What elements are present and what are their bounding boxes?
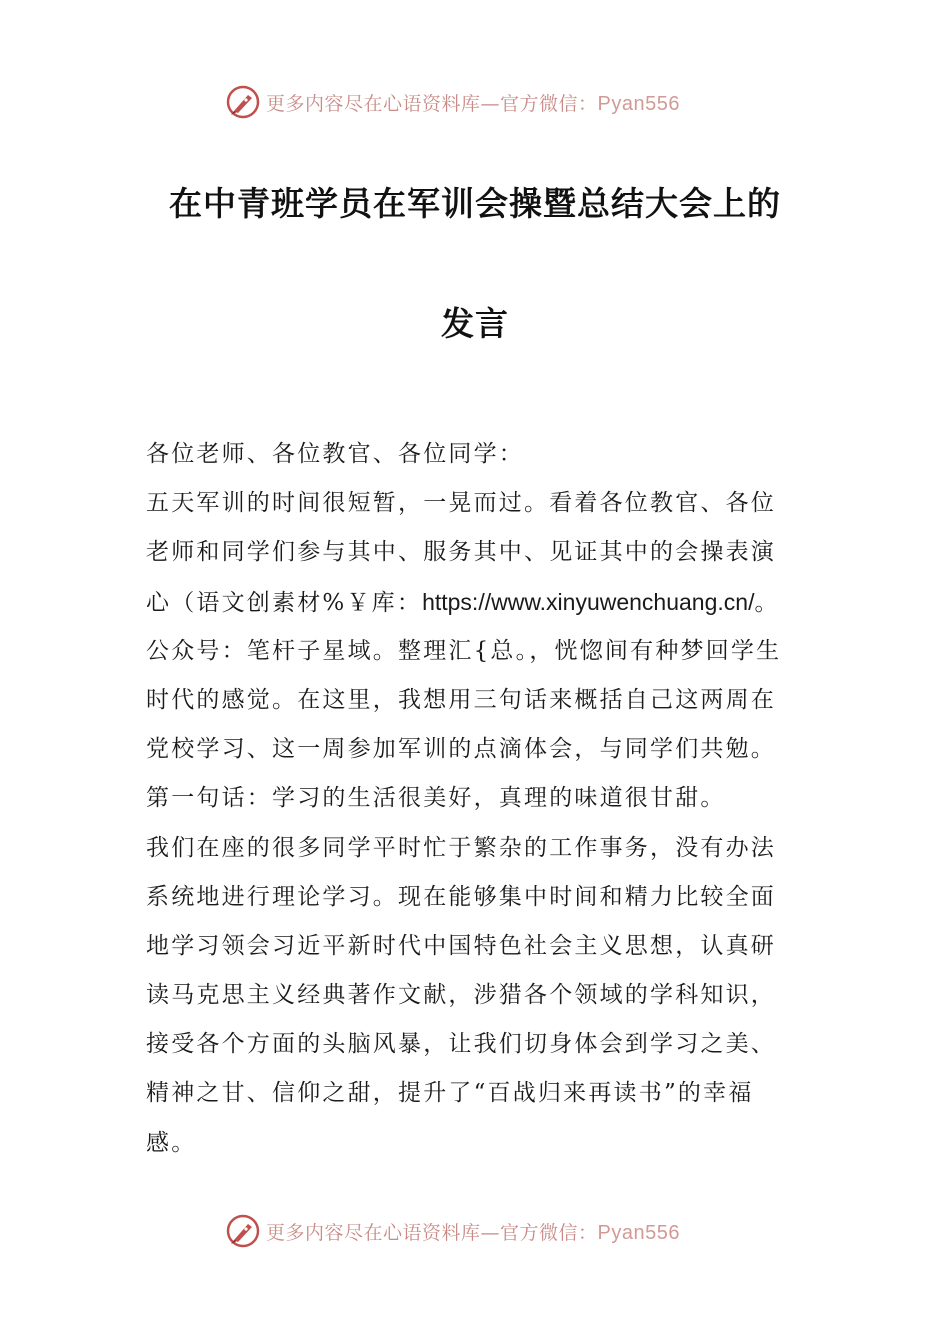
section-heading-line: 第一句话：学习的生活很美好，真理的味道很甘甜。 (146, 785, 726, 812)
banner-slogan: 更多内容尽在心语资料库 (266, 1221, 481, 1244)
footer-banner (0, 1211, 950, 1251)
header-banner (0, 82, 950, 122)
url-prefix: 心（语文创素材%￥库： (146, 589, 423, 616)
banner-dash: — (480, 1221, 501, 1244)
page-title-line-1: 在中青班学员在军训会操暨总结大会上的 (169, 184, 781, 223)
pen-nib-logo-icon (226, 1214, 260, 1248)
page-title-line-2: 发言 (441, 304, 509, 343)
banner-account: Pyan556 (597, 92, 680, 115)
body-line: 系统地进行理论学习。现在能够集中时间和精力比较全面 (146, 883, 776, 910)
banner-dash: — (480, 92, 501, 115)
banner-account: Pyan556 (597, 1221, 680, 1244)
banner-label: 官方微信： (500, 1221, 598, 1244)
pen-nib-logo-icon (226, 85, 260, 119)
body-line: 地学习领会习近平新时代中国特色社会主义思想，认真研 (146, 932, 776, 959)
body-line-url (146, 578, 806, 627)
body-line: 时代的感觉。在这里，我想用三句话来概括自己这两周在 (146, 686, 776, 713)
body-line: 我们在座的很多同学平时忙于繁杂的工作事务，没有办法 (146, 834, 776, 861)
banner-slogan: 更多内容尽在心语资料库 (266, 92, 481, 115)
banner-label: 官方微信： (500, 92, 598, 115)
greeting-line: 各位老师、各位教官、各位同学： (146, 441, 524, 467)
body-line: 感。 (146, 1129, 197, 1156)
body-line: 五天军训的时间很短暂，一晃而过。看着各位教官、各位 (146, 490, 776, 517)
body-line: 精神之甘、信仰之甜，提升了“百战归来再读书”的幸福 (146, 1080, 754, 1107)
body-line: 读马克思主义经典著作文献，涉猎各个领域的学科知识， (146, 982, 776, 1009)
url-suffix: 。 (754, 589, 780, 616)
body-line: 老师和同学们参与其中、服务其中、见证其中的会操表演 (146, 539, 776, 566)
body-line: 党校学习、这一周参加军训的点滴体会，与同学们共勉。 (146, 736, 776, 763)
body-line: 公众号：笔杆子星域。整理汇{总。，恍惚间有种梦回学生 (146, 637, 782, 664)
banner-text (266, 89, 680, 116)
body-line: 接受各个方面的头脑风暴，让我们切身体会到学习之美、 (146, 1031, 776, 1058)
banner-text (266, 1218, 680, 1245)
document-body (146, 430, 806, 1168)
website-link[interactable]: https://www.xinyuwenchuang.cn/ (422, 588, 755, 615)
